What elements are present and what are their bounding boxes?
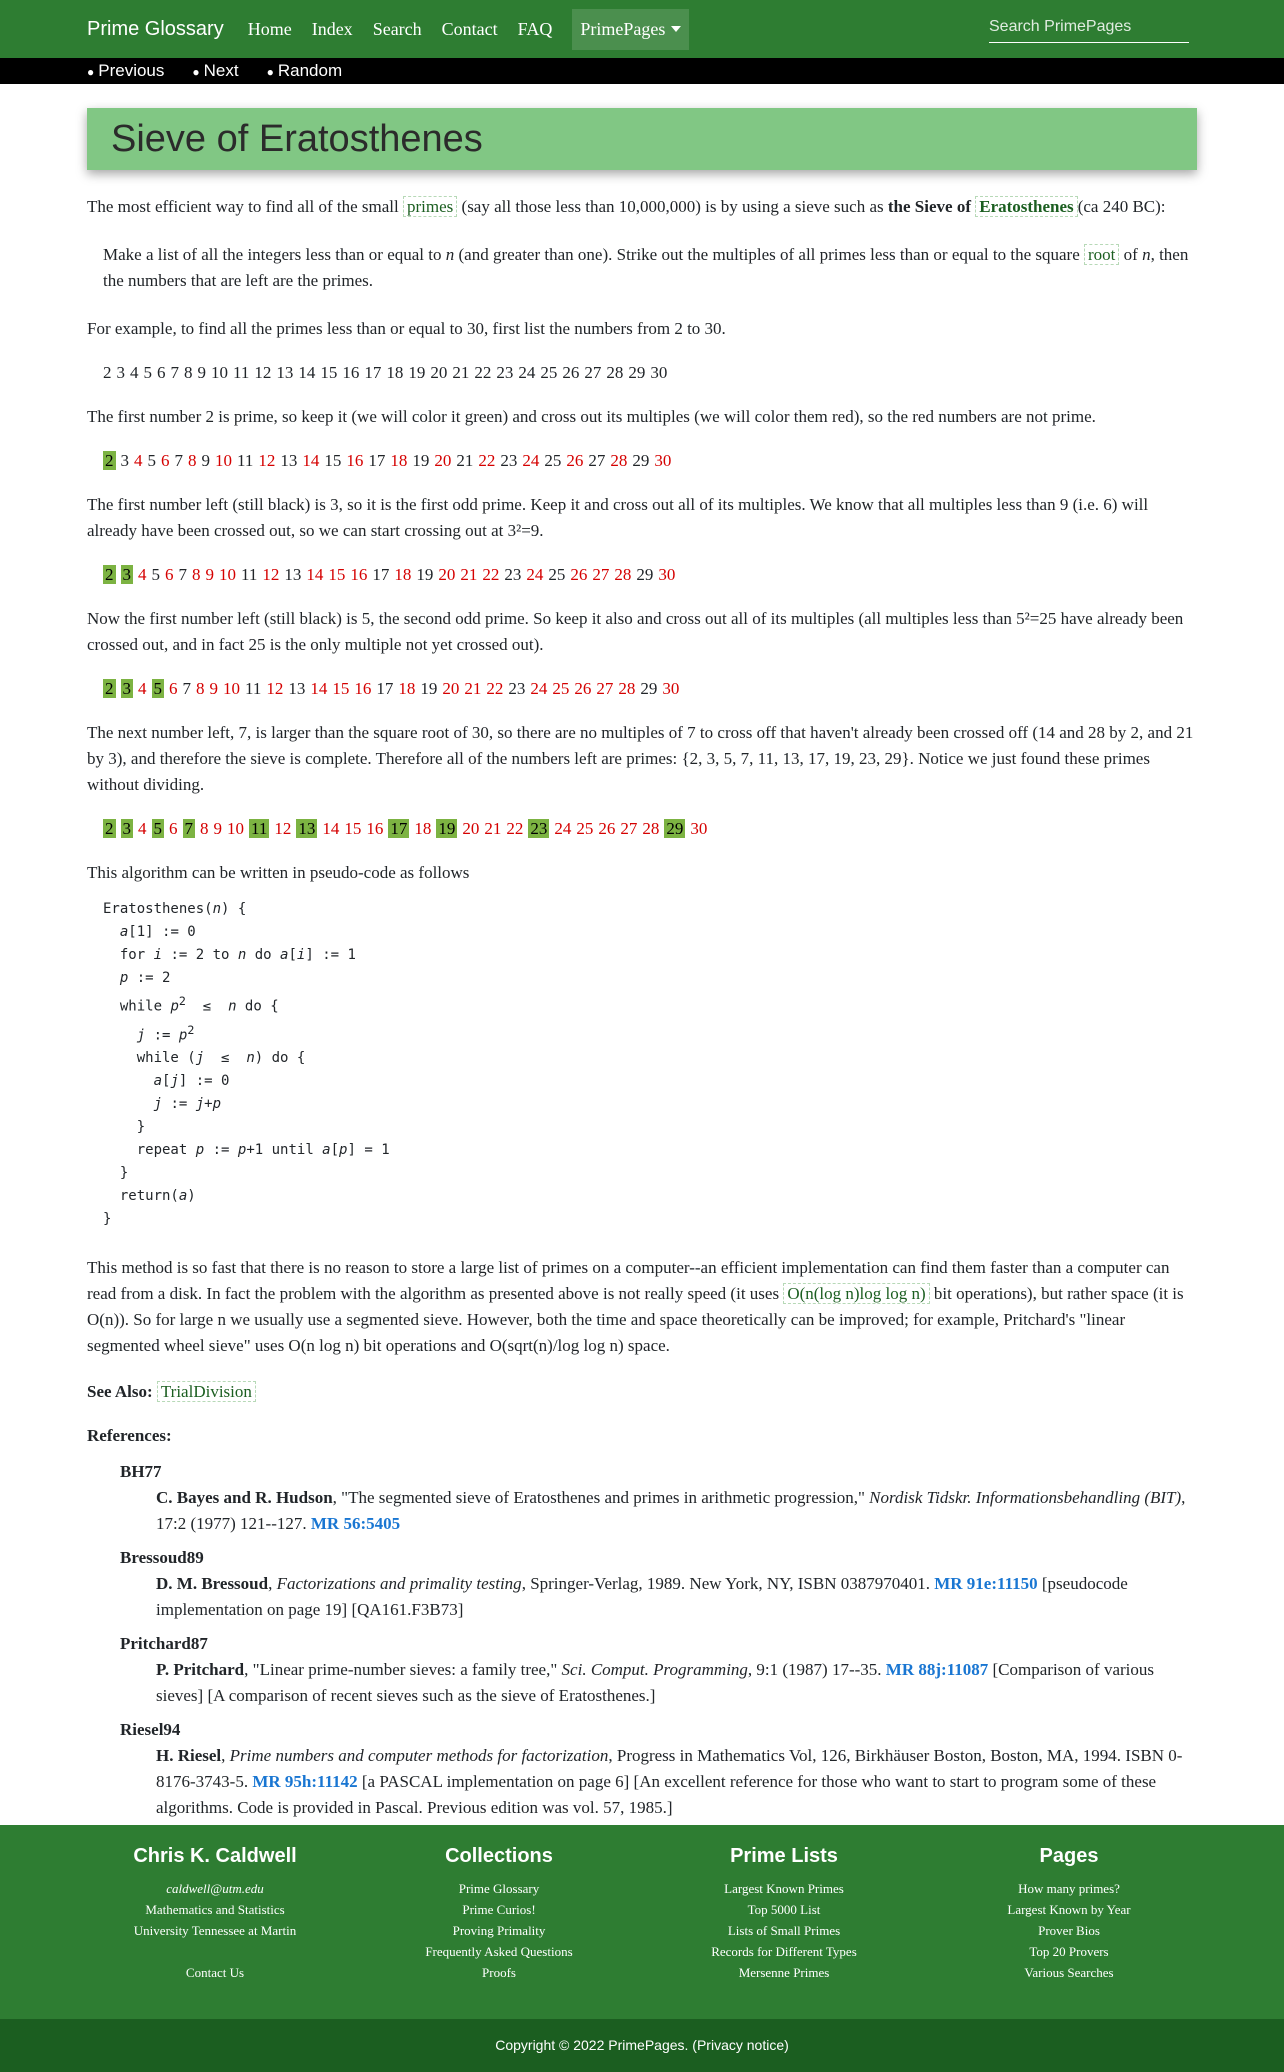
reference-tail: , Progress in Mathematics Vol, 126, Birkhäuser Boston, Boston, MA, 1994. ISBN 0-8176-3743-5.: [156, 1746, 1183, 1792]
composite-number: 12: [258, 451, 276, 470]
nav-index[interactable]: Index: [311, 18, 353, 39]
definition-text: Make a list of all the integers less than or equal to: [103, 245, 442, 264]
unmarked-number: 23: [500, 451, 518, 470]
footer-link[interactable]: Mersenne Primes: [738, 1965, 830, 1980]
var-n: n: [1142, 245, 1151, 264]
footer-link[interactable]: Proofs: [482, 1965, 516, 1980]
composite-number: 8: [188, 451, 197, 470]
intro-text: (ca 240 BC):: [1077, 197, 1166, 216]
unmarked-number: 23: [504, 565, 522, 584]
page-title: Sieve of Eratosthenes: [111, 118, 483, 160]
unmarked-number: 7: [174, 451, 183, 470]
unmarked-number: 15: [320, 363, 338, 382]
unmarked-number: 3: [116, 363, 125, 382]
reference-key: Riesel94: [120, 1720, 181, 1740]
unmarked-number: 11: [241, 565, 258, 584]
footer-col-title: Prime Lists: [730, 1845, 838, 1867]
footer-link[interactable]: Records for Different Types: [711, 1944, 857, 1959]
unmarked-number: 26: [562, 363, 580, 382]
next-link[interactable]: [192, 61, 238, 81]
composite-number: 18: [394, 565, 412, 584]
unmarked-number: 18: [386, 363, 404, 382]
method-paragraph: [87, 1255, 1197, 1359]
composite-number: 15: [344, 819, 362, 838]
unmarked-number: 8: [184, 363, 193, 382]
footer-col-title: Chris K. Caldwell: [133, 1845, 297, 1867]
number-row-2: [103, 448, 1197, 474]
method-text: bit operations), but rather space (it is O(n)). So for large n we usually use a segmented sieve. However, both the time and space theoretically can be improved; for example, Pritchard's "linear segmented wheel sieve" uses O(n log n) bit operations and O(sqrt(n)/log log n) space.: [87, 1284, 1184, 1356]
prime-number: 7: [184, 819, 193, 838]
unmarked-number: 24: [518, 363, 536, 382]
see-also: [87, 1379, 1197, 1405]
reference-entry: [156, 1743, 1197, 1821]
footer: [0, 1825, 1284, 2019]
intro-text: (say all those less than 10,000,000) is by using a sieve such as: [461, 197, 884, 216]
mathscinet-link[interactable]: MR 88j:11087: [885, 1660, 989, 1680]
unmarked-number: 7: [182, 679, 191, 698]
glossary-link-root[interactable]: root: [1084, 244, 1119, 265]
composite-number: 4: [138, 565, 147, 584]
unmarked-number: 13: [276, 363, 294, 382]
composite-number: 26: [566, 451, 584, 470]
number-row-5: [103, 816, 1197, 842]
prime-number: 2: [105, 819, 114, 838]
footer-col-collections: [374, 1845, 624, 1983]
unmarked-number: 17: [364, 363, 382, 382]
composite-number: 9: [205, 565, 214, 584]
footer-link[interactable]: Prover Bios: [1038, 1923, 1100, 1938]
bullet-icon: ●: [192, 64, 200, 79]
var-n: n: [445, 245, 455, 264]
footer-link[interactable]: Prime Curios!: [462, 1902, 536, 1917]
composite-number: 6: [169, 679, 178, 698]
intro-bold: the Sieve of: [887, 197, 971, 216]
prime-number: 3: [122, 679, 131, 698]
composite-number: 28: [610, 451, 628, 470]
unmarked-number: 11: [233, 363, 250, 382]
unmarked-number: 11: [245, 679, 262, 698]
composite-number: 24: [526, 565, 544, 584]
footer-link[interactable]: Top 20 Provers: [1029, 1944, 1109, 1959]
prime-number: 5: [153, 819, 162, 838]
reference-text: ,: [268, 1574, 277, 1594]
composite-number: 26: [574, 679, 592, 698]
primepages-dropdown[interactable]: [572, 9, 689, 50]
composite-number: 20: [434, 451, 452, 470]
composite-number: 25: [552, 679, 570, 698]
random-link[interactable]: [267, 61, 343, 81]
composite-number: 30: [690, 819, 708, 838]
footer-link[interactable]: Prime Glossary: [458, 1881, 540, 1896]
reference-text: , "The segmented sieve of Eratosthenes and primes in arithmetic progression,": [332, 1488, 870, 1508]
composite-number: 14: [306, 565, 324, 584]
next-label: Next: [203, 61, 239, 80]
composite-number: 6: [169, 819, 178, 838]
composite-number: 22: [482, 565, 500, 584]
footer-link[interactable]: Lists of Small Primes: [727, 1923, 841, 1938]
unmarked-number: 5: [147, 451, 156, 470]
unmarked-number: 3: [120, 451, 129, 470]
number-row-4: [103, 676, 1197, 702]
unmarked-number: 17: [368, 451, 386, 470]
unmarked-number: 25: [544, 451, 562, 470]
reference-key: BH77: [120, 1462, 162, 1482]
copyright-bar: Copyright © 2022 PrimePages. (Privacy notice): [0, 2019, 1284, 2072]
composite-number: 27: [596, 679, 614, 698]
composite-number: 10: [227, 819, 244, 838]
composite-number: 24: [554, 819, 572, 838]
references-label: References:: [87, 1426, 172, 1446]
reference-authors: C. Bayes and R. Hudson: [156, 1488, 333, 1508]
unmarked-number: 14: [298, 363, 316, 382]
unmarked-number: 16: [342, 363, 360, 382]
reference-note: [a PASCAL implementation on page 6] [An excellent reference for those who want to start to program some of these algorithms. Code is provided in Pascal. Previous edition was vol. 57, 1985.]: [156, 1772, 1157, 1818]
primepages-dropdown-label: PrimePages: [580, 18, 666, 39]
prime-number: 17: [390, 819, 408, 838]
footer-col-author: [90, 1845, 340, 1983]
number-row-3: [103, 562, 1197, 588]
nav-search[interactable]: Search: [372, 18, 422, 39]
glossary-link-primes[interactable]: primes: [403, 196, 457, 217]
unmarked-number: 17: [376, 679, 394, 698]
footer-link[interactable]: How many primes?: [1018, 1881, 1120, 1896]
footer-contact-link[interactable]: Contact Us: [185, 1965, 245, 1980]
composite-number: 30: [654, 451, 672, 470]
composite-number: 20: [462, 819, 480, 838]
brand-link[interactable]: Prime Glossary: [87, 17, 224, 40]
sieve-definition: [103, 242, 1197, 294]
sub-navbar: [0, 58, 1284, 84]
unmarked-number: 13: [288, 679, 306, 698]
composite-number: 20: [438, 565, 456, 584]
unmarked-number: 21: [456, 451, 474, 470]
mathscinet-link[interactable]: MR 56:5405: [310, 1514, 401, 1534]
unmarked-number: 9: [197, 363, 206, 382]
unmarked-number: 7: [178, 565, 187, 584]
definition-text: , then the numbers that are left are the primes.: [103, 245, 1189, 290]
see-also-label: See Also:: [87, 1382, 153, 1402]
caret-down-icon: [671, 26, 681, 32]
unmarked-number: 20: [430, 363, 448, 382]
unmarked-number: 27: [588, 451, 606, 470]
reference-key: Pritchard87: [120, 1634, 208, 1654]
reference-authors: P. Pritchard: [156, 1660, 245, 1680]
footer-email-link[interactable]: caldwell@utm.edu: [166, 1881, 264, 1896]
method-text: This method is so fast that there is no reason to store a large list of primes on a computer--an efficient implementation can find them faster than a computer can read from a disk. In fact the problem with the algorithm as presented above is not really speed (it uses: [87, 1258, 1170, 1304]
composite-number: 9: [209, 679, 218, 698]
unmarked-number: 29: [632, 451, 650, 470]
trial-division-link[interactable]: TrialDivision: [157, 1381, 256, 1402]
reference-tail: , Springer-Verlag, 1989. New York, NY, ISBN 0387970401.: [521, 1574, 930, 1594]
random-label: Random: [277, 61, 343, 80]
definition-text: of: [1123, 245, 1138, 264]
unmarked-number: 22: [474, 363, 492, 382]
footer-col-pages: [944, 1845, 1194, 1983]
reference-tail: , 17:2 (1977) 121--127.: [156, 1488, 1186, 1534]
composite-number: 28: [614, 565, 632, 584]
composite-number: 30: [662, 679, 680, 698]
composite-number: 26: [570, 565, 588, 584]
step1-paragraph: The first number 2 is prime, so keep it (we will color it green) and cross out its multiples (we will color them red), so the red numbers are not prime.: [87, 407, 1096, 426]
glossary-link-eratosthenes[interactable]: Eratosthenes: [975, 196, 1077, 217]
composite-number: 21: [464, 679, 482, 698]
reference-journal: Sci. Comput. Programming: [561, 1660, 748, 1680]
reference-entry: [156, 1657, 1197, 1709]
composite-number: 8: [192, 565, 201, 584]
unmarked-number: 13: [284, 565, 302, 584]
unmarked-number: 19: [408, 363, 426, 382]
composite-number: 4: [134, 451, 143, 470]
composite-number: 6: [161, 451, 170, 470]
composite-number: 8: [196, 679, 205, 698]
composite-number: 14: [310, 679, 328, 698]
unmarked-number: 9: [201, 451, 210, 470]
composite-number: 12: [262, 565, 280, 584]
search-box: [989, 14, 1189, 43]
composite-number: 10: [215, 451, 232, 470]
composite-number: 8: [200, 819, 209, 838]
reference-journal: Factorizations and primality testing: [276, 1574, 522, 1594]
reference-entry: [156, 1485, 1197, 1537]
composite-number: 27: [592, 565, 610, 584]
composite-number: 30: [658, 565, 676, 584]
composite-number: 22: [478, 451, 496, 470]
search-input[interactable]: [989, 14, 1189, 42]
reference-tail: , 9:1 (1987) 17--35.: [747, 1660, 882, 1680]
previous-label: Previous: [98, 61, 165, 80]
composite-number: 20: [442, 679, 460, 698]
composite-number: 27: [620, 819, 638, 838]
glossary-link-big-o[interactable]: O(n(log n)log log n): [783, 1283, 929, 1304]
composite-number: 25: [576, 819, 594, 838]
reference-note: [pseudocode implementation on page 19] [QA161.F3B73]: [156, 1574, 1128, 1620]
composite-number: 18: [390, 451, 408, 470]
composite-number: 21: [460, 565, 478, 584]
main-content: [0, 108, 1284, 1821]
reference-note: [Comparison of various sieves] [A comparison of recent sieves such as the sieve of Eratosthenes.]: [156, 1660, 1154, 1706]
unmarked-number: 2: [103, 363, 112, 382]
composite-number: 12: [266, 679, 284, 698]
nav-contact[interactable]: Contact: [441, 18, 498, 39]
footer-link[interactable]: Proving Primality: [452, 1923, 546, 1938]
composite-number: 4: [138, 819, 147, 838]
prime-number: 29: [666, 819, 684, 838]
footer-col-title: Pages: [1039, 1845, 1099, 1867]
composite-number: 22: [506, 819, 524, 838]
composite-number: 10: [219, 565, 236, 584]
unmarked-number: 29: [636, 565, 654, 584]
composite-number: 18: [398, 679, 416, 698]
unmarked-number: 29: [628, 363, 646, 382]
prime-number: 11: [251, 819, 268, 838]
composite-number: 6: [165, 565, 174, 584]
reference-key: Bressoud89: [120, 1548, 204, 1568]
prime-number: 5: [153, 679, 162, 698]
unmarked-number: 12: [254, 363, 272, 382]
composite-number: 15: [332, 679, 350, 698]
footer-link[interactable]: Frequently Asked Questions: [425, 1944, 573, 1959]
unmarked-number: 19: [416, 565, 434, 584]
composite-number: 24: [522, 451, 540, 470]
step3-paragraph: Now the first number left (still black) is 5, the second odd prime. So keep it also and cross out all of its multiples (all multiples less than 5²=25 have already been crossed out, and in fact 25 is the only multiple not yet crossed out).: [87, 609, 1184, 654]
references-heading: [87, 1423, 1197, 1449]
composite-number: 4: [138, 679, 147, 698]
composite-number: 22: [486, 679, 504, 698]
bullet-icon: ●: [266, 64, 274, 79]
composite-number: 14: [302, 451, 320, 470]
footer-text: University Tennessee at Martin: [133, 1923, 297, 1938]
intro-paragraph: [87, 194, 1197, 220]
bullet-icon: ●: [87, 64, 95, 79]
unmarked-number: 25: [540, 363, 558, 382]
footer-col-prime-lists: [659, 1845, 909, 1983]
unmarked-number: 6: [157, 363, 166, 382]
previous-link[interactable]: [87, 61, 164, 81]
unmarked-number: 15: [324, 451, 342, 470]
prime-number: 2: [105, 451, 114, 470]
composite-number: 21: [484, 819, 502, 838]
unmarked-number: 27: [584, 363, 602, 382]
mathscinet-link[interactable]: MR 91e:11150: [934, 1574, 1038, 1594]
composite-number: 15: [328, 565, 346, 584]
unmarked-number: 19: [420, 679, 438, 698]
composite-number: 12: [274, 819, 292, 838]
reference-authors: H. Riesel: [156, 1746, 222, 1766]
references-list: [87, 1459, 1197, 1821]
footer-link[interactable]: Various Searches: [1024, 1965, 1114, 1980]
reference-text: , "Linear prime-number sieves: a family tree,": [244, 1660, 562, 1680]
composite-number: 16: [354, 679, 372, 698]
prime-number: 2: [105, 679, 114, 698]
footer-text: Mathematics and Statistics: [145, 1902, 285, 1917]
unmarked-number: 30: [650, 363, 668, 382]
prime-number: 2: [105, 565, 114, 584]
composite-number: 28: [618, 679, 636, 698]
unmarked-number: 19: [412, 451, 430, 470]
pseudocode-block: Eratosthenes(n) { a[1] := 0 for i := 2 to n do a[i] := 1 p := 2 while $p^2 \le n$ do { j := $p^2$ while (j ≤ n) do { a[j] := 0 j := j+p } repeat p := p+1 until a[p] = 1 } return(a) }: [103, 901, 390, 1228]
unmarked-number: 10: [211, 363, 228, 382]
composite-number: 24: [530, 679, 548, 698]
unmarked-number: 25: [548, 565, 566, 584]
reference-text: ,: [221, 1746, 230, 1766]
unmarked-number: 17: [372, 565, 390, 584]
mathscinet-link[interactable]: MR 95h:11142: [252, 1772, 358, 1792]
definition-text: (and greater than one). Strike out the multiples of all primes less than or equal to the square: [458, 245, 1080, 264]
number-row-1: [103, 360, 1197, 386]
unmarked-number: 28: [606, 363, 624, 382]
composite-number: 16: [350, 565, 368, 584]
composite-number: 18: [414, 819, 432, 838]
composite-number: 16: [346, 451, 364, 470]
reference-authors: D. M. Bressoud: [156, 1574, 269, 1594]
nav-faq[interactable]: FAQ: [517, 18, 553, 39]
step2-paragraph: The first number left (still black) is 3, so it is the first odd prime. Keep it and cross out all of its multiples. We know that all multiples less than 9 (i.e. 6) will already have been crossed out, so we can start crossing out at 3²=9.: [87, 495, 1149, 540]
composite-number: 26: [598, 819, 616, 838]
step4-paragraph: The next number left, 7, is larger than the square root of 30, so there are no multiples of 7 to cross off that haven't already been crossed off (14 and 28 by 2, and 21 by 3), and therefore the sieve is complete. Therefore all of the numbers left are primes: {2, 3, 5, 7, 11, 13, 17, 19, 23, 29}. Notice we just found these primes without dividing.: [87, 723, 1194, 794]
reference-journal: Nordisk Tidskr. Informationsbehandling (BIT): [869, 1488, 1182, 1508]
unmarked-number: 23: [508, 679, 526, 698]
composite-number: 14: [322, 819, 340, 838]
footer-link[interactable]: Top 5000 List: [747, 1902, 821, 1917]
prime-number: 23: [530, 819, 548, 838]
unmarked-number: 5: [151, 565, 160, 584]
unmarked-number: 13: [280, 451, 298, 470]
unmarked-number: 23: [496, 363, 514, 382]
footer-col-title: Collections: [445, 1845, 553, 1867]
composite-number: 28: [642, 819, 660, 838]
prime-number: 3: [122, 565, 131, 584]
unmarked-number: 5: [143, 363, 152, 382]
composite-number: 10: [223, 679, 240, 698]
example-paragraph: For example, to find all the primes less than or equal to 30, first list the numbers from 2 to 30.: [87, 319, 726, 338]
unmarked-number: 11: [237, 451, 254, 470]
composite-number: 16: [366, 819, 384, 838]
pseudocode-intro: This algorithm can be written in pseudo-code as follows: [87, 863, 470, 882]
composite-number: 9: [213, 819, 222, 838]
prime-number: 13: [298, 819, 316, 838]
prime-number: 3: [122, 819, 131, 838]
footer-spacer: [90, 1941, 340, 1962]
reference-entry: [156, 1571, 1197, 1623]
intro-text: The most efficient way to find all of the small: [87, 197, 399, 216]
unmarked-number: 21: [452, 363, 470, 382]
top-navbar: [0, 0, 1284, 58]
footer-link[interactable]: Largest Known by Year: [1007, 1902, 1131, 1917]
reference-journal: Prime numbers and computer methods for factorization: [229, 1746, 609, 1766]
unmarked-number: 4: [130, 363, 139, 382]
title-banner: [87, 108, 1197, 170]
prime-number: 19: [438, 819, 456, 838]
nav-home[interactable]: Home: [247, 18, 292, 39]
unmarked-number: 29: [640, 679, 658, 698]
unmarked-number: 7: [170, 363, 179, 382]
footer-link[interactable]: Largest Known Primes: [724, 1881, 844, 1896]
